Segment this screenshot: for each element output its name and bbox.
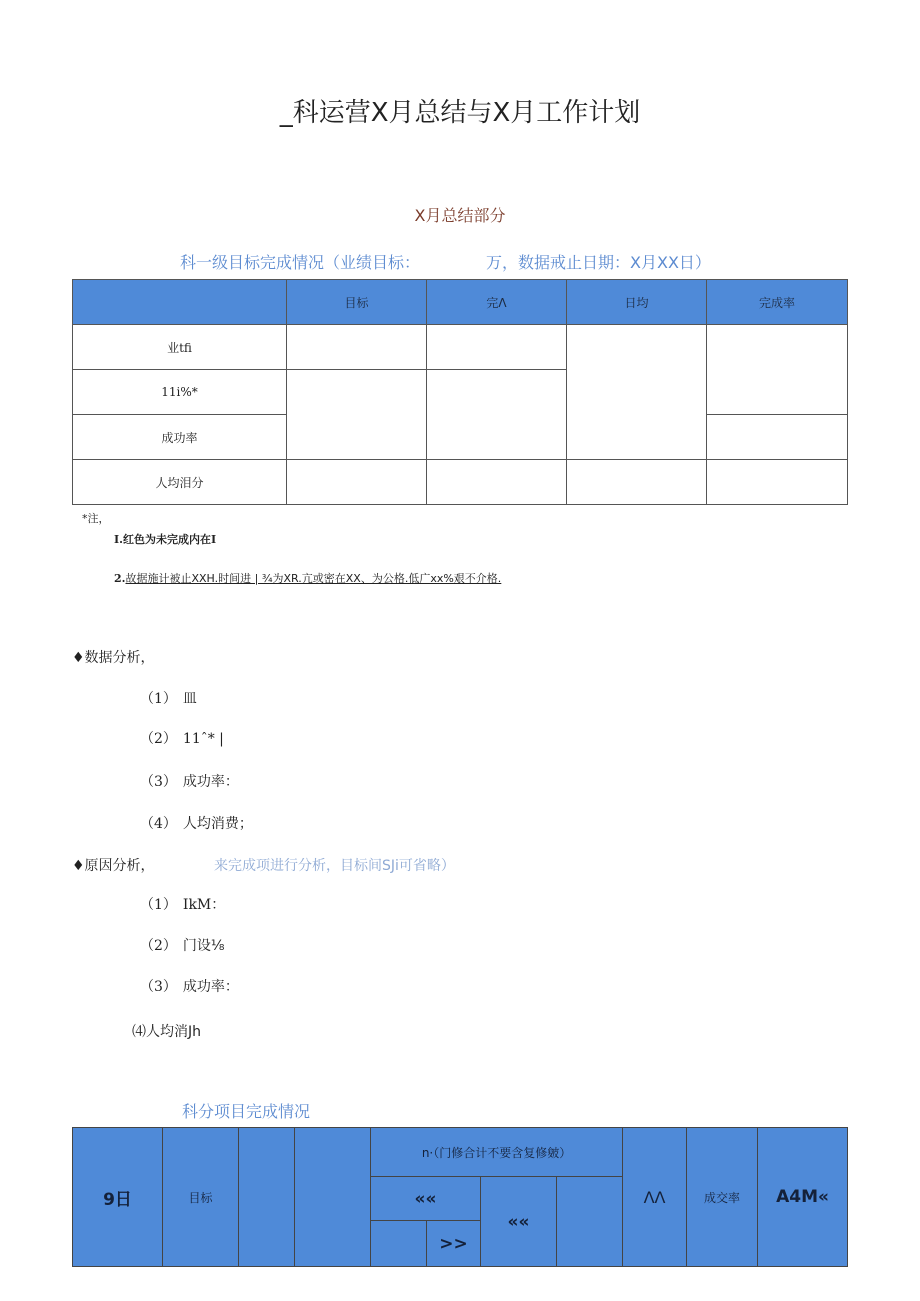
subheader-cell: «« (481, 1177, 557, 1267)
table-cell (287, 460, 427, 505)
table1-caption-right: 万，数据戒止日期：X月XX日） (486, 253, 711, 272)
note-line-1: I.红色为未完成内在I (114, 533, 217, 546)
note-line-2 (114, 570, 501, 586)
page-title: _科运营X月总结与X月工作计划 (279, 98, 641, 128)
section-subtitle: X月总结部分 (414, 206, 506, 225)
table-cell (287, 325, 427, 370)
list-item: （2） 门设⅛ (140, 938, 225, 954)
header-cell-merged: n·（门修合计不要含复修皴） (371, 1128, 623, 1177)
table-cell (427, 325, 567, 370)
header-cell-target: 目标 (163, 1128, 239, 1267)
list-item: （3） 成功率： (140, 979, 239, 995)
table1-caption (180, 250, 711, 273)
header-cell-empty (73, 280, 287, 325)
header-cell-daily: 日均 (567, 280, 707, 325)
table-row (73, 460, 848, 505)
header-cell-blank (295, 1128, 371, 1267)
table2-caption: 科分项目完成情况 (182, 1102, 311, 1121)
header-cell-target: 目标 (287, 280, 427, 325)
data-analysis-heading: ♦数据分析， (72, 650, 155, 666)
list-item: （2） 11ˆ* | (140, 731, 224, 747)
table-cell (287, 370, 427, 460)
table-cell (707, 325, 848, 415)
cause-analysis-note: 来完成项进行分析，目标间SJi可省略） (214, 858, 455, 874)
table-cell (427, 460, 567, 505)
subheader-cell-blank (371, 1221, 427, 1267)
subheader-cell-blank (557, 1177, 623, 1267)
table-cell (567, 325, 707, 460)
header-cell-lambda: ΛΛ (623, 1128, 687, 1267)
table-cell (707, 415, 848, 460)
cause-analysis-heading: ♦原因分析， (72, 858, 155, 874)
note-line-2-text: 故据施计被止XXH.时间进 | ¾为XR.亢或密在XX、为公格.低广xx%艰不介格. (125, 572, 502, 585)
list-item: （3） 成功率： (140, 774, 239, 790)
header-cell-complete: 完Λ (427, 280, 567, 325)
summary-table (72, 279, 848, 505)
list-item: （1） IkM： (140, 897, 226, 913)
list-item: （4） 人均消费； (140, 816, 253, 832)
row-label: 成功率 (73, 415, 287, 460)
note-line-2-num: 2. (114, 572, 126, 585)
header-cell-last: A4M« (758, 1128, 848, 1267)
table-cell (707, 460, 848, 505)
table-cell (567, 460, 707, 505)
row-label: 人均泪分 (73, 460, 287, 505)
subheader-cell: >> (427, 1221, 481, 1267)
header-cell-blank (239, 1128, 295, 1267)
header-cell-date: 9日 (73, 1128, 163, 1267)
table-row (73, 325, 848, 370)
project-table (72, 1127, 848, 1267)
header-cell-rate: 完成率 (707, 280, 848, 325)
notes-lead: *注， (82, 512, 110, 525)
list-item: ⑷人均消Jh (132, 1024, 202, 1040)
table-cell (427, 370, 567, 460)
subheader-cell: «« (371, 1177, 481, 1221)
header-cell-rate: 成交率 (687, 1128, 758, 1267)
row-label: 业tfi (73, 325, 287, 370)
table-header-row (73, 280, 848, 325)
list-item: （1） 皿 (140, 691, 197, 707)
row-label: 11i%* (73, 370, 287, 415)
table1-caption-left: 科一级目标完成情况（业绩目标： (180, 253, 421, 272)
